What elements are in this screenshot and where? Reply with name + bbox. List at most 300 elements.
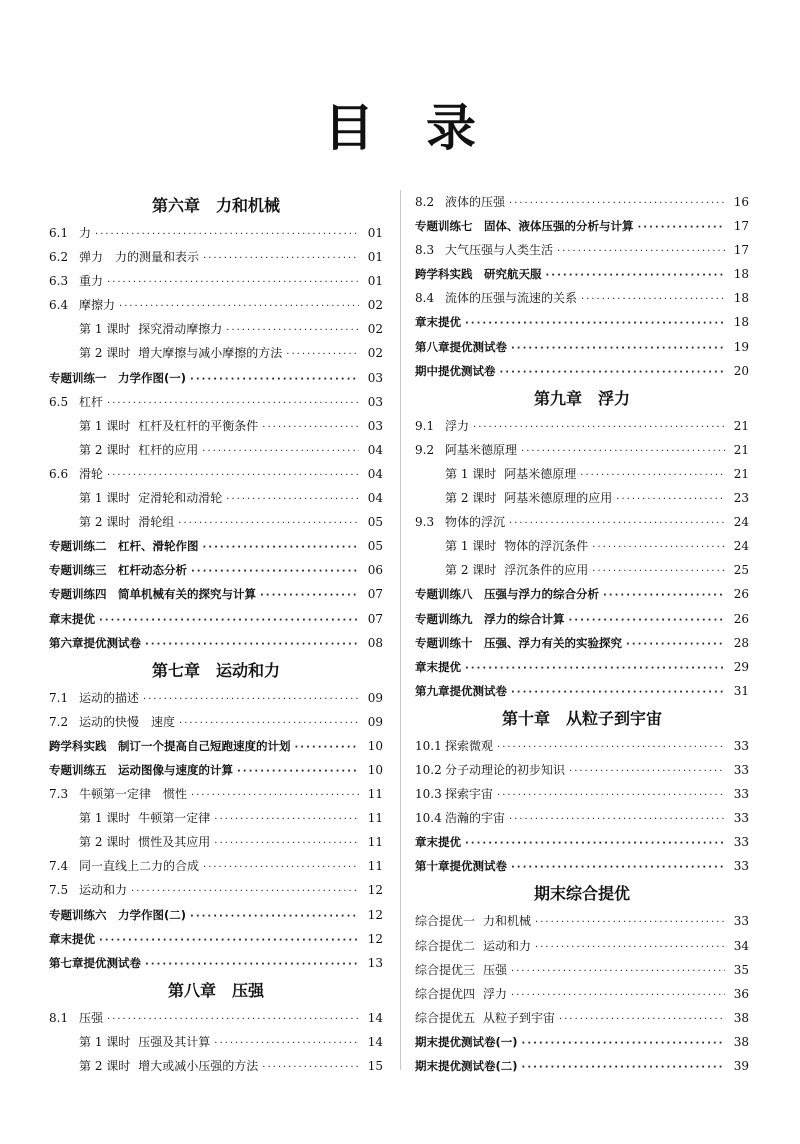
- toc-entry-title: 章末提优: [415, 315, 461, 330]
- toc-entry[interactable]: [415, 758, 749, 782]
- toc-page-number: 18: [733, 291, 749, 306]
- dot-leader: [190, 368, 359, 392]
- toc-page-number: 31: [733, 683, 749, 698]
- toc-entry[interactable]: [415, 958, 749, 982]
- toc-entry-title: 探索微观: [445, 738, 494, 753]
- toc-page-number: 23: [733, 491, 749, 506]
- toc-entry[interactable]: [415, 734, 749, 758]
- toc-entry-number: 7.1: [49, 690, 69, 705]
- toc-entry-title: 重力: [79, 274, 104, 289]
- toc-entry-title: 专题训练八 压强与浮力的综合分析: [415, 587, 599, 602]
- toc-entry-number: 综合提优五: [415, 1010, 476, 1025]
- dot-leader: [522, 1056, 725, 1080]
- toc-page-number: 33: [733, 787, 749, 802]
- dot-leader: [465, 312, 725, 336]
- toc-page-number: 21: [733, 442, 749, 457]
- dot-leader: [226, 319, 359, 343]
- toc-page-number: 08: [367, 635, 383, 650]
- toc-entry-number: 9.3: [415, 515, 435, 530]
- toc-entry-title: 力: [79, 226, 92, 240]
- toc-entry-title: 运动和力: [483, 938, 532, 953]
- toc-entry-title: 期末提优测试卷(一): [415, 1034, 518, 1049]
- toc-entry-number: 7.3: [49, 787, 69, 802]
- dot-leader: [638, 216, 726, 240]
- toc-page-number: 21: [733, 418, 749, 433]
- toc-page-number: 18: [733, 315, 749, 330]
- dot-leader: [214, 1032, 359, 1056]
- toc-entry-title: 弹力 力的测量和表示: [79, 250, 200, 265]
- dot-leader: [511, 337, 725, 361]
- toc-entry-number: 第 1 课时: [79, 491, 131, 506]
- toc-entry-title: 浮力: [445, 418, 470, 433]
- toc-page-number: 12: [367, 931, 383, 946]
- toc-entry-title: 期末提优测试卷(二): [415, 1059, 518, 1073]
- toc-page-number: 12: [367, 907, 383, 922]
- toc-entry-title: 期中提优测试卷: [415, 363, 496, 378]
- toc-entry-number: 第 2 课时: [79, 442, 131, 457]
- toc-special-entry[interactable]: [49, 951, 383, 975]
- toc-entry-number: 第 2 课时: [79, 515, 131, 530]
- toc-entry-title: 运动的快慢 速度: [79, 714, 176, 729]
- toc-entry-title: 牛顿第一定律: [138, 811, 211, 826]
- toc-right-column: [415, 190, 749, 1078]
- toc-page-number: 11: [367, 787, 383, 802]
- toc-sub-entry[interactable]: [415, 534, 749, 558]
- toc-page-number: 16: [733, 195, 749, 209]
- toc-page-number: 02: [367, 346, 383, 361]
- toc-entry-number: 9.1: [415, 418, 435, 433]
- dot-leader: [521, 440, 725, 464]
- column-divider: [400, 190, 401, 1070]
- chapter-heading: 期末综合提优: [533, 884, 630, 904]
- dot-leader: [569, 760, 725, 784]
- toc-page-number: 04: [367, 491, 383, 506]
- toc-entry-number: 第 1 课时: [445, 466, 497, 481]
- toc-sub-entry[interactable]: [49, 830, 383, 854]
- toc-entry[interactable]: [49, 293, 383, 317]
- toc-entry-number: 第 1 课时: [79, 811, 131, 826]
- toc-page-number: 26: [733, 587, 749, 602]
- toc-sub-entry[interactable]: [49, 1054, 383, 1078]
- toc-entry-title: 浩瀚的宇宙: [445, 811, 506, 826]
- toc-page-number: 06: [367, 563, 383, 578]
- toc-special-entry[interactable]: [415, 1054, 749, 1078]
- toc-entry[interactable]: [415, 438, 749, 462]
- toc-page-number: 07: [367, 587, 383, 602]
- dot-leader: [214, 832, 359, 856]
- toc-sub-entry[interactable]: [49, 438, 383, 462]
- toc-entry-number: 6.4: [49, 298, 69, 313]
- toc-entry-title: 跨学科实践 研究航天服: [415, 267, 542, 282]
- toc-entry[interactable]: [415, 782, 749, 806]
- toc-entry[interactable]: [49, 854, 383, 878]
- toc-entry-title: 从粒子到宇宙: [483, 1010, 556, 1025]
- toc-special-entry[interactable]: [415, 679, 749, 703]
- toc-entry[interactable]: [49, 710, 383, 734]
- toc-page-number: 33: [733, 914, 749, 929]
- toc-page-number: 11: [367, 811, 383, 826]
- toc-entry-title: 阿基米德原理: [445, 442, 518, 457]
- toc-special-entry[interactable]: [49, 534, 383, 558]
- toc-page-number: 05: [367, 539, 383, 554]
- toc-entry[interactable]: [49, 221, 383, 245]
- toc-entry[interactable]: [415, 414, 749, 438]
- toc-entry[interactable]: [415, 510, 749, 534]
- toc-page-number: 02: [367, 322, 383, 337]
- dot-leader: [107, 392, 359, 416]
- toc-entry-title: 杠杆及杠杆的平衡条件: [138, 418, 259, 433]
- toc-entry-title: 阿基米德原理的应用: [504, 491, 613, 506]
- toc-special-entry[interactable]: [415, 335, 749, 359]
- toc-entry-number: 7.5: [49, 883, 69, 898]
- toc-entry-title: 增大摩擦与减小摩擦的方法: [138, 346, 283, 361]
- dot-leader: [226, 488, 359, 512]
- toc-entry-number: 第 1 课时: [79, 322, 131, 337]
- toc-entry-number: 10.1: [415, 738, 442, 753]
- toc-page-number: 38: [733, 1010, 749, 1025]
- toc-entry-number: 10.2: [415, 762, 442, 777]
- toc-page-number: 15: [367, 1059, 383, 1073]
- dot-leader: [500, 361, 726, 385]
- toc-special-entry[interactable]: [415, 310, 749, 334]
- toc-special-entry[interactable]: [415, 582, 749, 606]
- toc-page-number: 01: [367, 250, 383, 265]
- dot-leader: [131, 880, 359, 904]
- chapter-heading: 第八章 压强: [167, 980, 264, 1000]
- toc-entry-number: 6.5: [49, 394, 69, 409]
- dot-leader: [262, 416, 359, 440]
- toc-entry-number: 6.6: [49, 466, 69, 481]
- toc-entry-title: 专题训练二 杠杆、滑轮作图: [49, 539, 199, 554]
- toc-special-entry[interactable]: [415, 262, 749, 286]
- dot-leader: [509, 808, 725, 832]
- toc-entry-title: 专题训练三 杠杆动态分析: [49, 563, 187, 578]
- toc-entry-title: 物体的浮沉条件: [504, 539, 589, 554]
- toc-special-entry[interactable]: [415, 655, 749, 679]
- toc-page-number: 33: [733, 738, 749, 753]
- toc-sub-entry[interactable]: [415, 558, 749, 582]
- toc-sub-entry[interactable]: [415, 462, 749, 486]
- toc-special-entry[interactable]: [49, 903, 383, 927]
- toc-special-entry[interactable]: [415, 607, 749, 631]
- toc-page-number: 09: [367, 714, 383, 729]
- dot-leader: [191, 784, 359, 808]
- toc-entry[interactable]: [49, 390, 383, 414]
- dot-leader: [99, 929, 359, 953]
- toc-page-number: 13: [367, 955, 383, 970]
- toc-entry[interactable]: [49, 269, 383, 293]
- toc-entry[interactable]: [415, 286, 749, 310]
- dot-leader: [203, 247, 359, 271]
- chapter-heading: 第九章 浮力: [533, 388, 630, 408]
- dot-leader: [511, 984, 725, 1008]
- toc-entry-title: 专题训练五 运动图像与速度的计算: [49, 762, 233, 777]
- toc-entry-number: 10.4: [415, 811, 442, 826]
- toc-entry-title: 第十章提优测试卷: [415, 859, 507, 874]
- dot-leader: [465, 657, 725, 681]
- dot-leader: [214, 808, 359, 832]
- dot-leader: [569, 609, 726, 633]
- dot-leader: [465, 832, 725, 856]
- toc-page-number: 33: [733, 835, 749, 850]
- toc-entry-title: 探索宇宙: [445, 787, 494, 802]
- toc-special-entry[interactable]: [49, 631, 383, 655]
- toc-sub-entry[interactable]: [49, 414, 383, 438]
- dot-leader: [603, 584, 725, 608]
- dot-leader: [95, 223, 359, 247]
- toc-entry-title: 液体的压强: [445, 195, 506, 209]
- toc-entry-title: 摩擦力: [79, 298, 116, 313]
- toc-page-number: 26: [733, 611, 749, 626]
- toc-entry[interactable]: [415, 909, 749, 933]
- dot-leader: [511, 856, 725, 880]
- dot-leader: [509, 192, 725, 216]
- dot-leader: [557, 240, 725, 264]
- toc-entry[interactable]: [415, 190, 749, 214]
- toc-entry-title: 滑轮组: [138, 515, 175, 530]
- toc-entry-number: 8.4: [415, 291, 435, 306]
- toc-entry-number: 综合提优一: [415, 914, 476, 929]
- toc-entry-title: 专题训练九 浮力的综合计算: [415, 611, 565, 626]
- dot-leader: [107, 271, 359, 295]
- toc-entry-title: 惯性及其应用: [138, 835, 211, 850]
- toc-entry-number: 7.2: [49, 714, 69, 729]
- toc-page-number: 33: [733, 811, 749, 826]
- dot-leader: [99, 609, 359, 633]
- toc-entry-title: 跨学科实践 制订一个提高自己短跑速度的计划: [49, 738, 291, 753]
- toc-left-column: [49, 190, 383, 1078]
- toc-page-number: 35: [733, 962, 749, 977]
- toc-entry-title: 物体的浮沉: [445, 515, 506, 530]
- toc-entry[interactable]: [415, 934, 749, 958]
- toc-special-entry[interactable]: [49, 758, 383, 782]
- toc-page-number: 39: [733, 1059, 749, 1073]
- toc-page-number: 25: [733, 563, 749, 578]
- toc-entry-title: 压强: [79, 1010, 104, 1025]
- toc-entry-title: 力和机械: [483, 914, 532, 929]
- toc-entry[interactable]: [49, 878, 383, 902]
- dot-leader: [145, 953, 359, 977]
- toc-entry-title: 牛顿第一定律 惯性: [79, 787, 188, 802]
- dot-leader: [509, 512, 725, 536]
- toc-sub-entry[interactable]: [49, 806, 383, 830]
- dot-leader: [119, 295, 359, 319]
- toc-special-entry[interactable]: [415, 214, 749, 238]
- toc-entry-title: 分子动理论的初步知识: [445, 762, 566, 777]
- toc-entry-title: 第八章提优测试卷: [415, 339, 507, 354]
- dot-leader: [262, 1056, 359, 1080]
- toc-entry-title: 章末提优: [415, 659, 461, 674]
- toc-page-number: 24: [733, 515, 749, 530]
- dot-leader: [546, 264, 726, 288]
- toc-page-number: 07: [367, 611, 383, 626]
- toc-page-number: 33: [733, 762, 749, 777]
- toc-entry-title: 滑轮: [79, 466, 104, 481]
- toc-entry-title: 浮沉条件的应用: [504, 563, 589, 578]
- toc-entry-title: 阿基米德原理: [504, 466, 577, 481]
- toc-entry-title: 专题训练四 简单机械有关的探究与计算: [49, 587, 256, 602]
- toc-sub-entry[interactable]: [49, 1030, 383, 1054]
- toc-entry[interactable]: [49, 462, 383, 486]
- toc-entry-title: 杠杆: [79, 394, 104, 409]
- toc-entry-number: 第 1 课时: [445, 539, 497, 554]
- toc-sub-entry[interactable]: [415, 486, 749, 510]
- toc-page-number: 28: [733, 635, 749, 650]
- toc-page-number: 19: [733, 339, 749, 354]
- dot-leader: [497, 784, 725, 808]
- dot-leader: [473, 416, 725, 440]
- toc-entry-number: 6.2: [49, 250, 69, 265]
- dot-leader: [511, 960, 725, 984]
- toc-page-number: 38: [733, 1034, 749, 1049]
- toc-entry-title: 探究滑动摩擦力: [138, 322, 223, 337]
- toc-entry-title: 定滑轮和动滑轮: [138, 491, 223, 506]
- toc-page-number: 01: [367, 226, 383, 240]
- toc-entry-title: 大气压强与人类生活: [445, 243, 554, 258]
- toc-page-number: 24: [733, 539, 749, 554]
- toc-special-entry[interactable]: [49, 927, 383, 951]
- toc-page-number: 29: [733, 659, 749, 674]
- toc-special-entry[interactable]: [49, 582, 383, 606]
- toc-entry-title: 专题训练十 压强、浮力有关的实验探究: [415, 635, 622, 650]
- toc-entry[interactable]: [49, 686, 383, 710]
- toc-entry-number: 综合提优四: [415, 986, 476, 1001]
- toc-entry[interactable]: [415, 1006, 749, 1030]
- toc-special-entry[interactable]: [415, 830, 749, 854]
- dot-leader: [535, 911, 725, 935]
- toc-entry-title: 第七章提优测试卷: [49, 955, 141, 970]
- chapter-heading: 第十章 从粒子到宇宙: [501, 708, 662, 728]
- toc-entry-title: 压强及其计算: [138, 1034, 211, 1049]
- toc-entry[interactable]: [415, 806, 749, 830]
- dot-leader: [203, 536, 360, 560]
- toc-special-entry[interactable]: [415, 854, 749, 878]
- chapter-heading: 第六章 力和机械: [151, 196, 280, 215]
- toc-page-number: 11: [367, 835, 383, 850]
- toc-page-number: 17: [733, 219, 749, 234]
- toc-entry[interactable]: [415, 238, 749, 262]
- toc-special-entry[interactable]: [49, 607, 383, 631]
- toc-sub-entry[interactable]: [49, 341, 383, 365]
- toc-entry-title: 专题训练六 力学作图(二): [49, 907, 187, 922]
- toc-special-entry[interactable]: [49, 366, 383, 390]
- toc-entry-number: 第 1 课时: [79, 418, 131, 433]
- toc-entry-number: 综合提优二: [415, 938, 476, 953]
- dot-leader: [580, 464, 725, 488]
- toc-entry-number: 第 2 课时: [445, 563, 497, 578]
- dot-leader: [626, 633, 725, 657]
- dot-leader: [260, 584, 359, 608]
- toc-page-number: 03: [367, 370, 383, 385]
- toc-sub-entry[interactable]: [49, 317, 383, 341]
- page-title: 目录: [324, 99, 528, 157]
- toc-page-number: 17: [733, 243, 749, 258]
- toc-page-number: 03: [367, 394, 383, 409]
- dot-leader: [295, 736, 360, 760]
- dot-leader: [535, 936, 725, 960]
- dot-leader: [616, 488, 725, 512]
- toc-entry-title: 压强: [483, 962, 508, 977]
- toc-page-number: 01: [367, 274, 383, 289]
- toc-entry[interactable]: [415, 982, 749, 1006]
- toc-entry-number: 10.3: [415, 787, 442, 802]
- toc-entry-title: 运动和力: [79, 883, 128, 898]
- dot-leader: [581, 288, 725, 312]
- dot-leader: [178, 512, 359, 536]
- toc-page-number: 36: [733, 986, 749, 1001]
- toc-entry-number: 6.3: [49, 274, 69, 289]
- toc-entry-title: 专题训练一 力学作图(一): [49, 370, 187, 385]
- toc-page-number: 05: [367, 515, 383, 530]
- dot-leader: [559, 1008, 725, 1032]
- dot-leader: [145, 633, 359, 657]
- toc-entry-title: 杠杆的应用: [138, 442, 199, 457]
- dot-leader: [511, 681, 725, 705]
- toc-entry-title: 章末提优: [49, 611, 95, 626]
- toc-entry-number: 第 2 课时: [79, 835, 131, 850]
- toc-page-number: 12: [367, 883, 383, 898]
- dot-leader: [107, 464, 359, 488]
- toc-page-number: 21: [733, 466, 749, 481]
- toc-page-number: 03: [367, 418, 383, 433]
- toc-entry-number: 7.4: [49, 859, 69, 874]
- toc-page-number: 14: [367, 1034, 383, 1049]
- toc-special-entry[interactable]: [415, 1030, 749, 1054]
- dot-leader: [107, 1008, 359, 1032]
- toc-page-number: 18: [733, 267, 749, 282]
- toc-entry-title: 专题训练七 固体、液体压强的分析与计算: [415, 219, 634, 234]
- toc-entry-number: 第 2 课时: [79, 1059, 131, 1073]
- dot-leader: [190, 905, 359, 929]
- toc-page-number: 09: [367, 690, 383, 705]
- toc-entry-number: 第 2 课时: [445, 491, 497, 506]
- toc-entry-title: 运动的描述: [79, 690, 140, 705]
- toc-special-entry[interactable]: [49, 558, 383, 582]
- dot-leader: [143, 688, 359, 712]
- toc-entry-title: 流体的压强与流速的关系: [445, 291, 578, 306]
- toc-entry-number: 6.1: [49, 226, 69, 240]
- toc-entry-title: 同一直线上二力的合成: [79, 859, 200, 874]
- toc-entry-title: 第九章提优测试卷: [415, 683, 507, 698]
- toc-entry-title: 章末提优: [415, 835, 461, 850]
- toc-entry[interactable]: [49, 1006, 383, 1030]
- toc-entry-number: 8.1: [49, 1010, 69, 1025]
- toc-page-number: 34: [733, 938, 749, 953]
- toc-entry-number: 第 1 课时: [79, 1034, 131, 1049]
- dot-leader: [237, 760, 359, 784]
- dot-leader: [497, 736, 725, 760]
- toc-page-number: 10: [367, 738, 383, 753]
- dot-leader: [522, 1032, 725, 1056]
- toc-special-entry[interactable]: [415, 359, 749, 383]
- toc-special-entry[interactable]: [49, 734, 383, 758]
- toc-entry[interactable]: [49, 782, 383, 806]
- dot-leader: [179, 712, 359, 736]
- dot-leader: [592, 560, 725, 584]
- toc-entry[interactable]: [49, 245, 383, 269]
- toc-entry-title: 第六章提优测试卷: [49, 635, 141, 650]
- toc-sub-entry[interactable]: [49, 486, 383, 510]
- toc-special-entry[interactable]: [415, 631, 749, 655]
- toc-entry-title: 章末提优: [49, 931, 95, 946]
- toc-entry-number: 8.2: [415, 195, 435, 209]
- dot-leader: [203, 856, 359, 880]
- toc-page-number: 04: [367, 442, 383, 457]
- toc-sub-entry[interactable]: [49, 510, 383, 534]
- toc-entry-number: 8.3: [415, 243, 435, 258]
- toc-entry-number: 第 2 课时: [79, 346, 131, 361]
- toc-entry-number: 综合提优三: [415, 962, 476, 977]
